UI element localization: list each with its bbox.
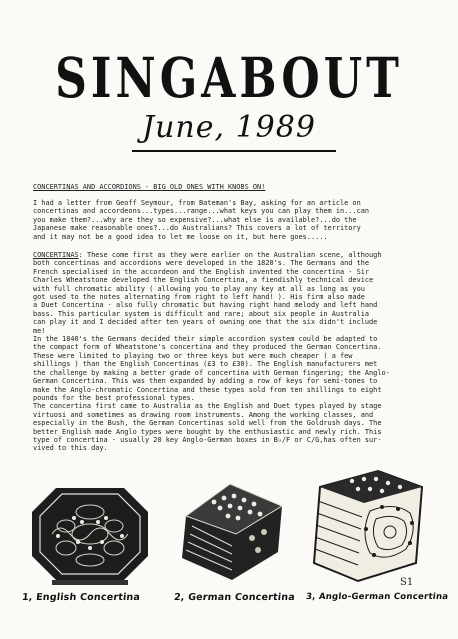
body-first-line bbox=[33, 251, 390, 259]
caption-english-concertina: 1, English Concertina bbox=[21, 592, 141, 603]
body-line: the compact form of Wheatstone's concertina and they produced the German Concertina. bbox=[33, 343, 382, 352]
intro-line: Japanese make reasonable ones?...do Australians? This covers a lot of territory bbox=[33, 224, 361, 233]
body-line: got used to the notes alternating from right to left hand! ). His firm also made bbox=[33, 293, 365, 302]
body-line: make the Anglo-chromatic Concertina and these types sold from ten shillings to eight bbox=[33, 385, 382, 394]
body-line: virtuosi and sometimes as drawing room instruments. Among the working classes, and bbox=[33, 410, 374, 419]
body-line: both concertinas and accordions were developed in the 1820's. The Germans and the bbox=[33, 259, 370, 268]
body-line: : These come first as they were earlier on the Australian scene, although bbox=[78, 251, 382, 259]
german-concertina-illustration bbox=[170, 476, 294, 586]
body-line: bass. This particular system is difficult and rare; about six people in Australia bbox=[33, 309, 370, 318]
body-line: These were limited to playing two or three keys but were much cheaper ( a few bbox=[33, 351, 353, 360]
intro-line: you make them?...why are they so expensive?...what else is available?...do the bbox=[33, 215, 357, 224]
body-line: French specialised in the accordeon and the English invented the concertina - Sir bbox=[33, 267, 370, 276]
intro-line: concertinas and accordeons...types...range...what keys you can play them in...can bbox=[33, 207, 370, 216]
body-line: vived to this day. bbox=[33, 444, 108, 453]
body-line: pounds for the best professional types. bbox=[33, 393, 195, 402]
issue-date: June, 1989 bbox=[142, 110, 316, 145]
concertinas-paragraph bbox=[33, 251, 390, 453]
body-line: Charles Wheatstone developed the English Concertina, a fiendishly technical device bbox=[33, 276, 374, 285]
body-line: can play it and I decided after ten years of owning one that the six didn't include bbox=[33, 318, 378, 327]
intro-paragraph bbox=[33, 199, 369, 241]
article-heading: CONCERTINAS AND ACCORDIONS - BIG OLD ONES WITH KNOBS ON! bbox=[33, 183, 266, 191]
body-line: type of concertina - usually 20 key Anglo-German boxes in B♭/F or C/G,has often sur- bbox=[33, 435, 382, 444]
anglo-german-concertina-illustration bbox=[306, 467, 430, 585]
date-underline bbox=[132, 150, 336, 152]
body-line: the challenge by making a better grade of concertina with German fingering; the Anglo- bbox=[33, 368, 390, 377]
body-line: a Duet Concertina - also fully chromatic but having right hand melody and left hand bbox=[33, 301, 378, 310]
intro-line: I had a letter from Geoff Seymour, from Bateman's Bay, asking for an article on bbox=[33, 199, 361, 207]
body-line: better English made Anglo types were bought by the enthusiastic and newly rich. This bbox=[33, 427, 382, 436]
section-label: CONCERTINAS bbox=[33, 251, 79, 259]
body-line: German Concertina. This was then expanded by adding a row of keys for semi-tones to bbox=[33, 377, 378, 386]
masthead-title: SINGABOUT bbox=[55, 47, 403, 111]
body-line: me! bbox=[33, 326, 46, 335]
english-concertina-illustration bbox=[26, 482, 154, 586]
caption-anglo-german-concertina: 3, Anglo-German Concertina bbox=[305, 592, 449, 602]
body-line: especially in the Bush, the German Concertinas sold well from the Goldrush days. The bbox=[33, 419, 382, 428]
body-line: The concertina first came to Australia as the English and Duet types played by stage bbox=[33, 402, 382, 411]
intro-line: and it may not be a good idea to let me loose on it, but here goes..... bbox=[33, 232, 328, 241]
page-mark: S1 bbox=[400, 577, 414, 588]
body-line: shillings ) than the English Concertinas (£3 to £30). The English manufacturers met bbox=[33, 360, 378, 369]
body-line: In the 1840's the Germans decided their simple accordion system could be adapted to bbox=[33, 335, 378, 344]
caption-german-concertina: 2, German Concertina bbox=[173, 592, 296, 603]
body-line: with full chromatic ability ( allowing you to play any key at all as long as you bbox=[33, 284, 365, 293]
